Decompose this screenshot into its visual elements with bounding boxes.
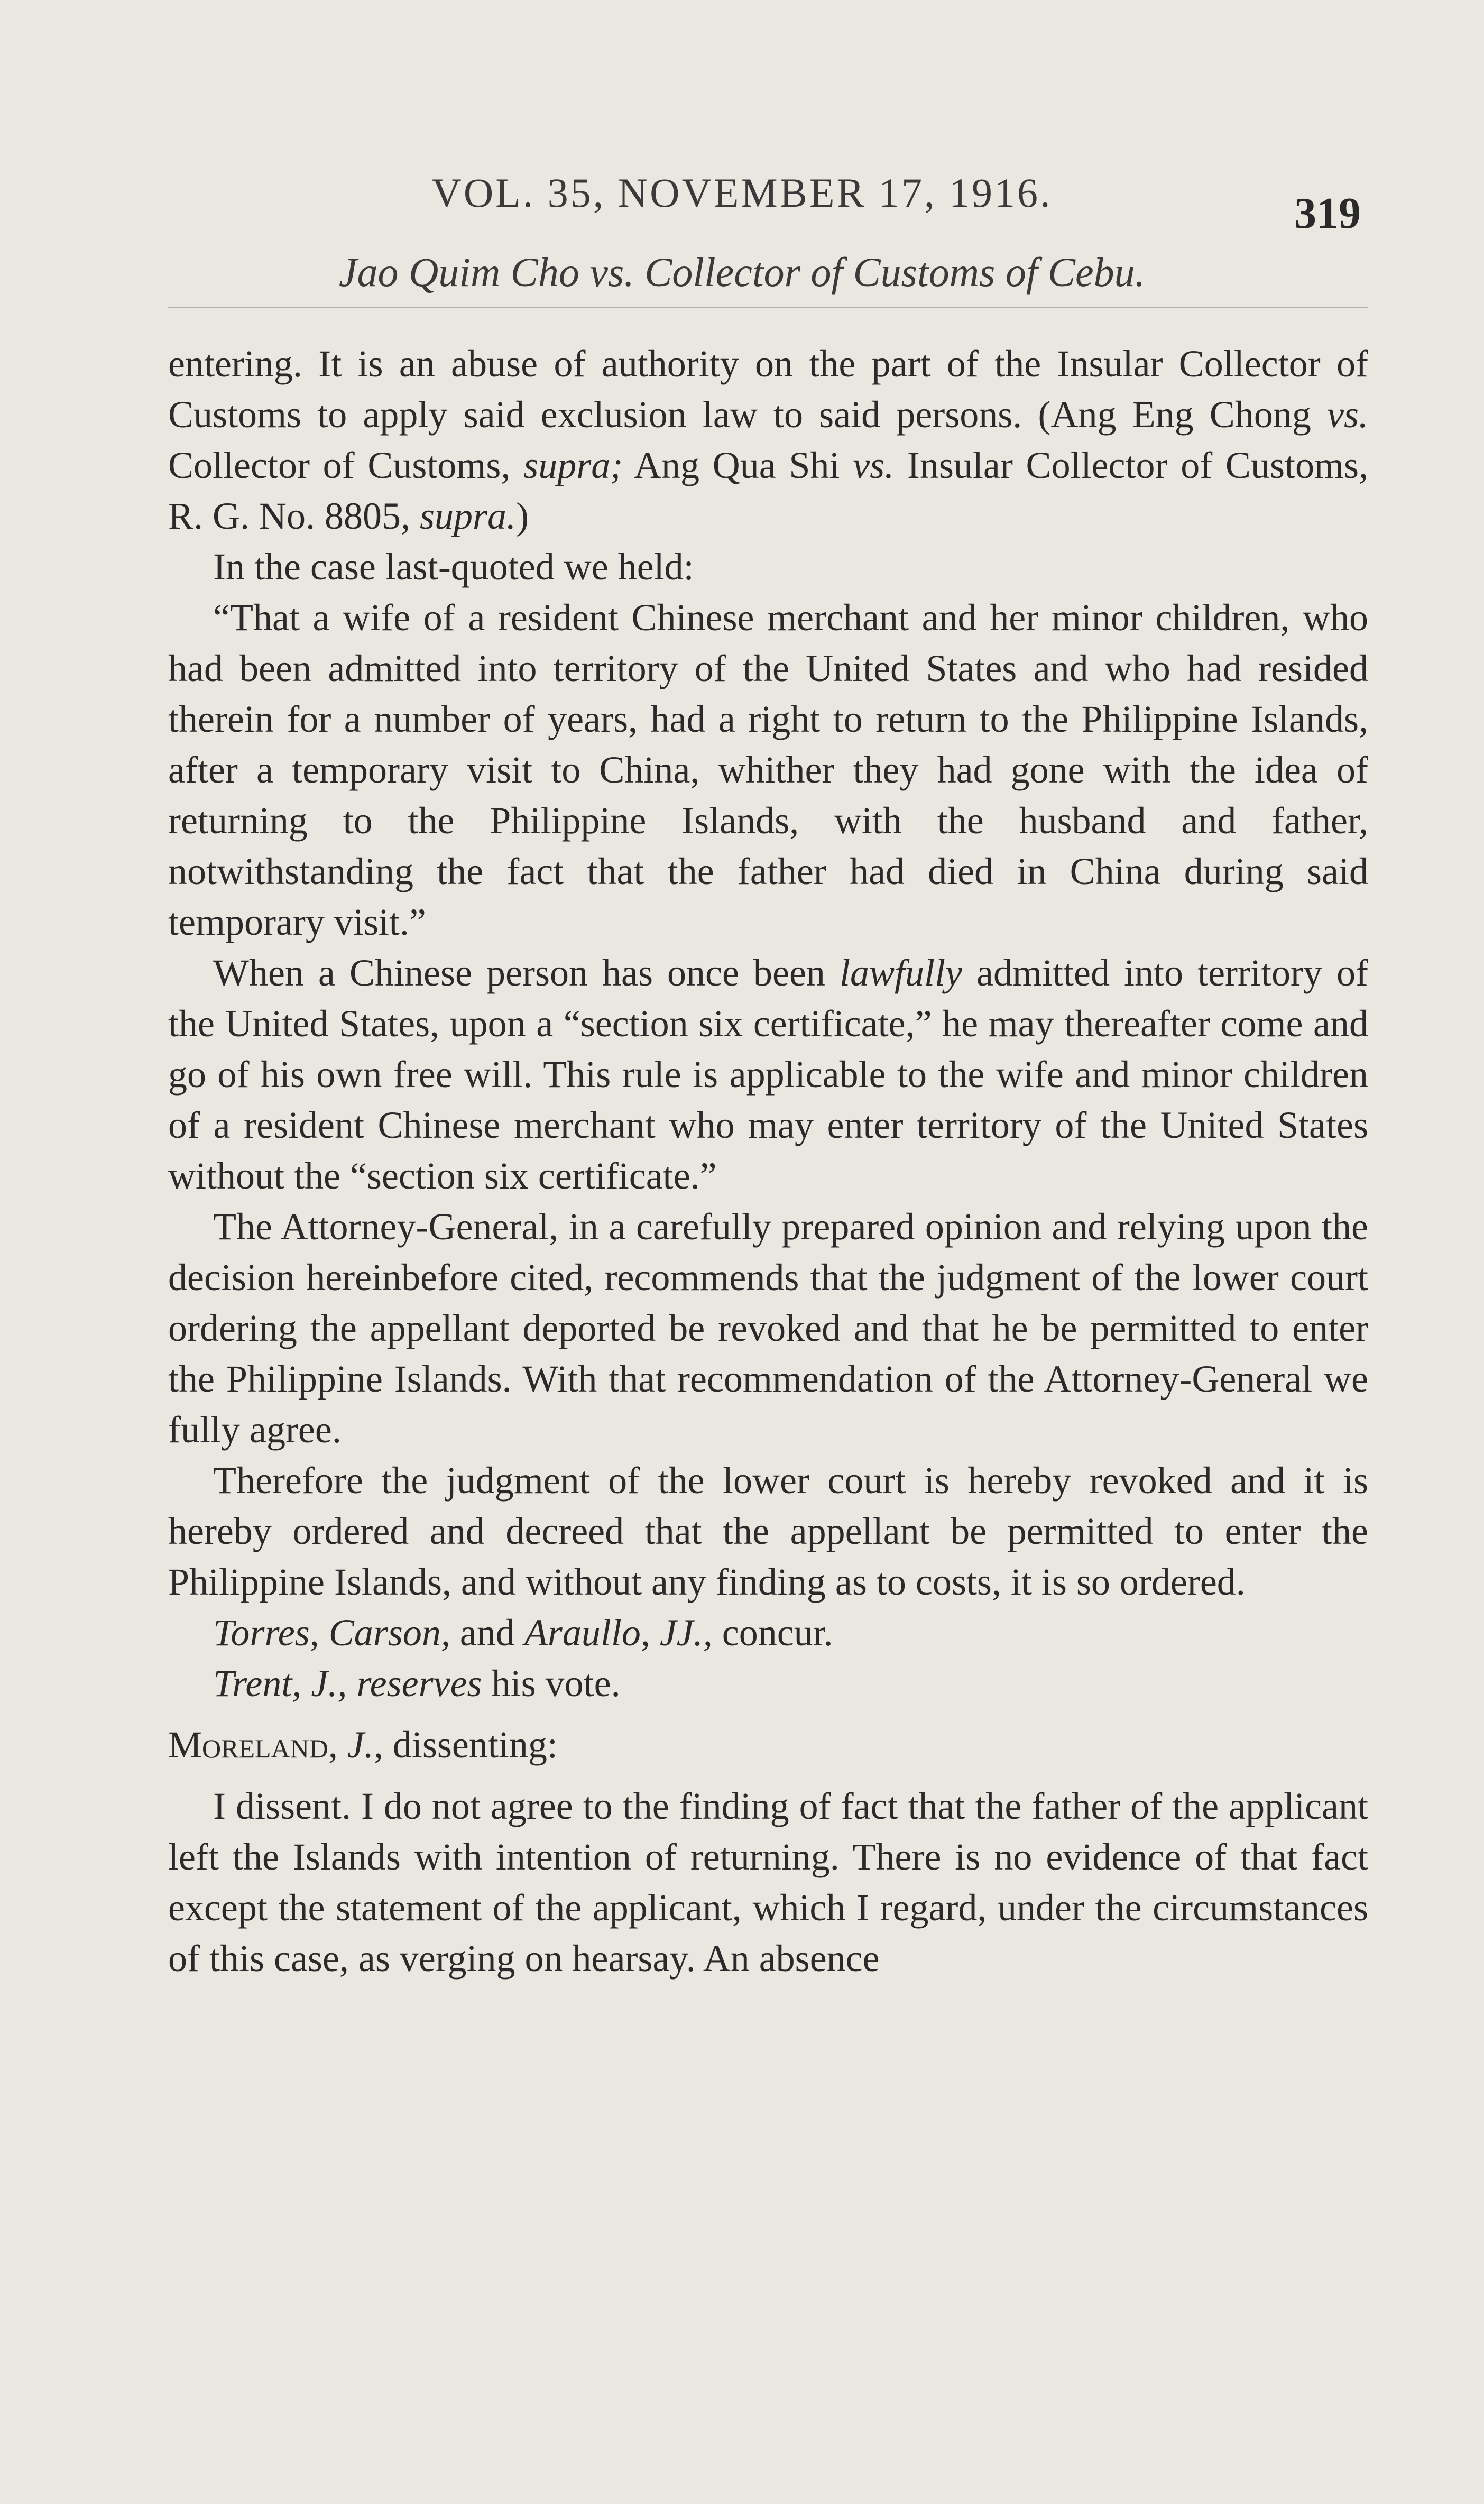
concur-araullo: Araullo, JJ.,	[524, 1612, 713, 1654]
p1-text-1: entering. It is an abuse of authority on the part of the Insular Collector of Customs to apply said exclusion law to said persons. (Ang Eng Chong	[168, 343, 1368, 436]
dissent-heading	[168, 1719, 1368, 1770]
body-text	[168, 338, 1368, 1984]
p4-lawfully: lawfully	[839, 952, 962, 994]
p4-text-2: admitted into territory of the United States, upon a “section six certificate,” he may thereafter come and go of his own free will. This rule is applicable to the wife and minor children of a resident Chinese merchant who may enter territory of the United States without the “section six certificate.”	[168, 952, 1368, 1197]
reserve-vote-line	[168, 1658, 1368, 1709]
p1-vs-1: vs.	[1327, 393, 1368, 436]
header-rule	[168, 307, 1368, 308]
p1-text-5: )	[516, 495, 529, 537]
concurrence-line	[168, 1607, 1368, 1658]
concur-and: and	[450, 1612, 524, 1654]
p1-text-2: Collector of Customs,	[168, 444, 524, 486]
dissent-comma: ,	[328, 1724, 347, 1766]
paragraph-5: The Attorney-General, in a carefully prepared opinion and relying upon the decision hereinbefore cited, recommends that the judgment of the lower court ordering the appellant deported be revoked and that he be permitted to enter the Philippine Islands. With that recommendation of the Attorney-General we fully agree.	[168, 1205, 1368, 1451]
concur-names: Torres, Carson,	[213, 1612, 450, 1654]
p1-vs-2: vs.	[853, 444, 895, 486]
p4-text-1: When a Chinese person has once been	[213, 952, 840, 994]
dissent-label: dissenting:	[383, 1724, 558, 1766]
paragraph-4	[168, 947, 1368, 1201]
concur-text: concur.	[712, 1612, 833, 1654]
volume-date-header: VOL. 35, NOVEMBER 17, 1916.	[431, 170, 1053, 216]
page-number: 319	[1294, 189, 1361, 238]
reserve-vote: his vote.	[482, 1662, 621, 1705]
p1-supra-1: supra;	[523, 444, 623, 486]
dissent-j: J.,	[347, 1724, 383, 1766]
paragraph-1	[168, 338, 1368, 541]
dissent-paragraph: I dissent. I do not agree to the finding of fact that the father of the applicant left the Islands with intention of returning. There is no evidence of that fact except the statement of the applicant, which I regard, under the circumstances of this case, as verging on hearsay. An absence	[168, 1785, 1368, 1980]
dissent-justice-name: Moreland	[168, 1724, 328, 1766]
quoted-holding-paragraph: “That a wife of a resident Chinese merchant and her minor children, who had been admitted into territory of the United States and who had resided therein for a number of years, had a right to return to the Philippine Islands, after a temporary visit to China, whither they had gone with the idea of returning to the Philippine Islands, with the husband and father, notwithstanding the fact that the father had died in China during said temporary visit.”	[168, 596, 1368, 943]
paragraph-6: Therefore the judgment of the lower court is hereby revoked and it is hereby ordered and decreed that the appellant be permitted to enter the Philippine Islands, and without any finding as to costs, it is so ordered.	[168, 1459, 1368, 1603]
p1-text-4: Insular Collector of Customs, R. G. No. 8805,	[168, 444, 1368, 537]
p1-supra-2: supra.	[420, 495, 517, 537]
case-title-running-head: Jao Quim Cho vs. Collector of Customs of Cebu.	[338, 249, 1146, 295]
reserve-trent: Trent, J., reserves	[213, 1662, 482, 1705]
p1-text-3: Ang Qua Shi	[623, 444, 853, 486]
paragraph-2: In the case last-quoted we held:	[213, 546, 694, 588]
